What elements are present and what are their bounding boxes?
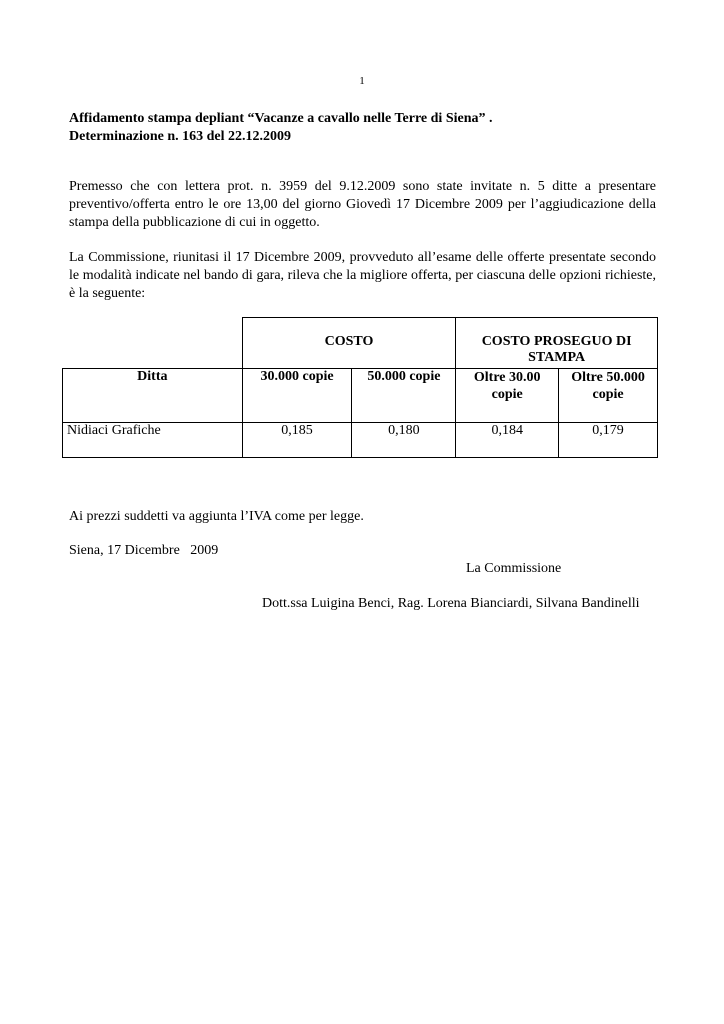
- table-row: [63, 423, 658, 458]
- table-header-over-30000: Oltre 30.00 copie: [456, 369, 559, 423]
- table-header-30000: 30.000 copie: [242, 369, 352, 423]
- paragraph-commission: La Commissione, riunitasi il 17 Dicembre 2009, provveduto all’esame delle offerte presentate secondo le modalità indicate nel bando di gara, rileva che la migliore offerta, per ciascuna delle opzioni richieste, è la seguente:: [69, 250, 656, 301]
- paragraph-premise: Premesso che con lettera prot. n. 3959 del 9.12.2009 sono state invitate n. 5 ditte a presentare preventivo/offerta entro le ore 13,00 del giorno Giovedì 17 Dicembre 2009 per l’aggiudicazione della stampa della pubblicazione di cui in oggetto.: [69, 179, 656, 230]
- table-cell-30000: 0,185: [242, 423, 352, 458]
- table-empty-corner: [63, 318, 243, 369]
- place-date: Siena, 17 Dicembre 2009: [69, 543, 219, 558]
- table-header-over-50000: Oltre 50.000 copie: [559, 369, 658, 423]
- title-line-2: Determinazione n. 163 del 22.12.2009: [69, 129, 292, 144]
- table-group-header-cost: COSTO: [242, 318, 456, 369]
- iva-note: Ai prezzi suddetti va aggiunta l’IVA come per legge.: [69, 509, 364, 524]
- table-cell-company: Nidiaci Grafiche: [63, 423, 243, 458]
- title-line-1: Affidamento stampa depliant “Vacanze a cavallo nelle Terre di Siena” .: [69, 111, 493, 126]
- table-header-company: Ditta: [63, 369, 243, 423]
- table-group-header-further-print: COSTO PROSEGUO DI STAMPA: [456, 318, 658, 369]
- table-cell-50000: 0,180: [352, 423, 456, 458]
- signatories: Dott.ssa Luigina Benci, Rag. Lorena Bianciardi, Silvana Bandinelli: [262, 596, 640, 611]
- table-group-header-row: [63, 318, 658, 369]
- table-header-50000: 50.000 copie: [352, 369, 456, 423]
- table-cell-over-50000: 0,179: [559, 423, 658, 458]
- table-header-row: [63, 369, 658, 423]
- offers-table: [62, 317, 658, 458]
- document-title: [69, 110, 669, 146]
- table-cell-over-30000: 0,184: [456, 423, 559, 458]
- page-number: 1: [359, 75, 365, 87]
- commission-label: La Commissione: [466, 561, 562, 576]
